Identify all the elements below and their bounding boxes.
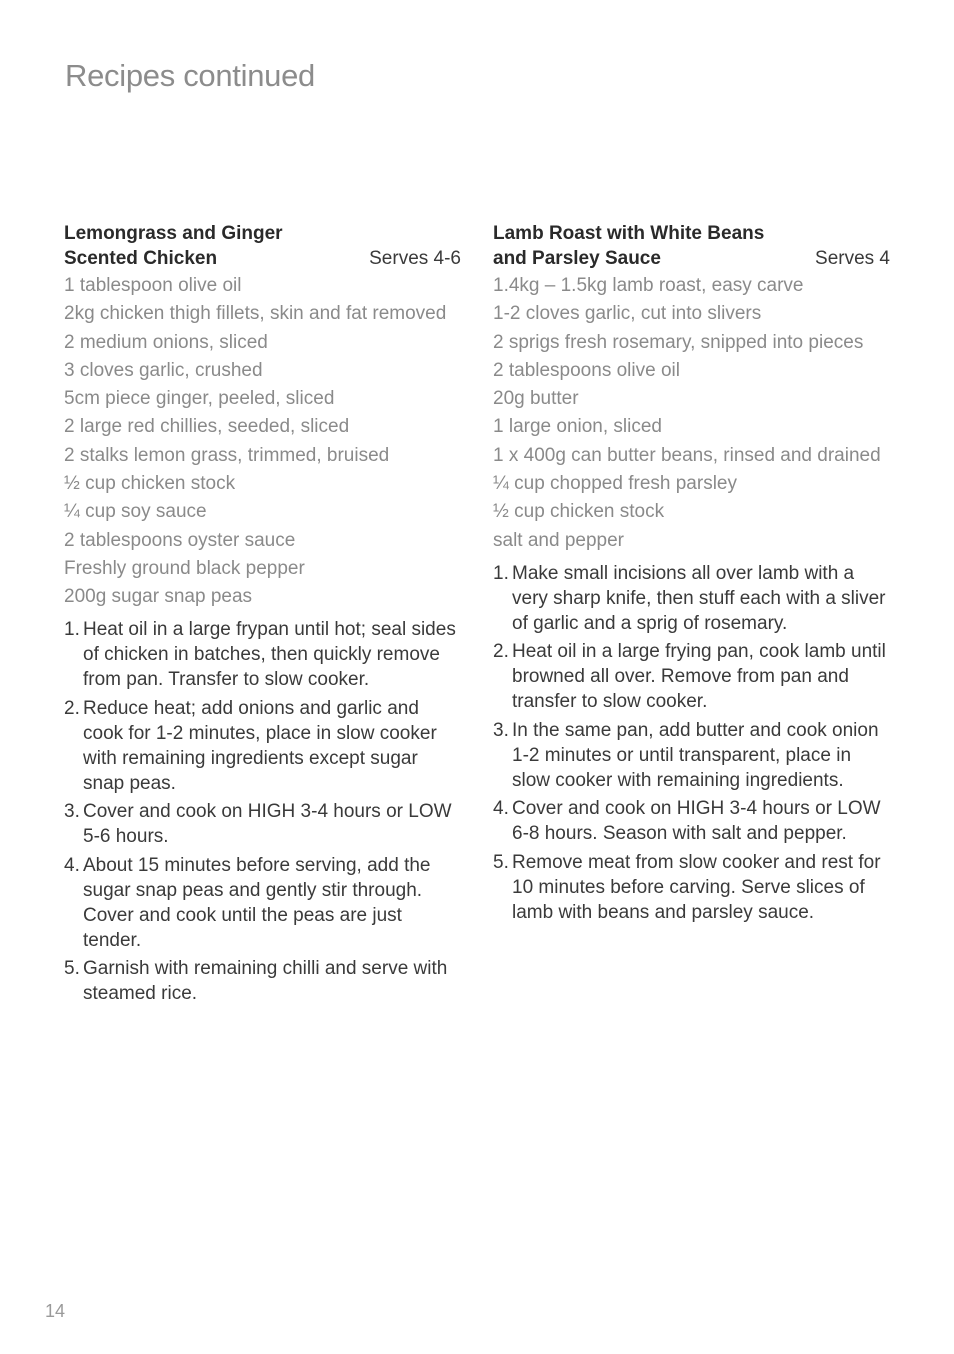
method-step xyxy=(64,799,461,849)
recipe-title-line-2: Scented Chicken xyxy=(64,248,218,269)
step-text: In the same pan, add butter and cook onion 1-2 minutes or until transparent, place in slow cooker with remaining ingredients. xyxy=(512,719,879,791)
ingredient-item: salt and pepper xyxy=(493,529,624,551)
serves-label: Serves 4 xyxy=(815,248,890,269)
step-text: About 15 minutes before serving, add the sugar snap peas and gently stir through. Cover and cook until the peas are just tender. xyxy=(83,854,431,951)
step-number: 5. xyxy=(493,851,509,873)
step-number: 3. xyxy=(493,719,509,741)
step-number: 4. xyxy=(64,854,80,876)
ingredient-item: 2 medium onions, sliced xyxy=(64,331,268,353)
recipe-title-text xyxy=(64,221,283,271)
step-number: 1. xyxy=(64,619,80,641)
ingredient-item: 2kg chicken thigh fillets, skin and fat removed xyxy=(64,303,447,325)
ingredient-item: Freshly ground black pepper xyxy=(64,557,305,579)
method-step xyxy=(493,850,890,925)
ingredient-item: ½ cup chicken stock xyxy=(64,473,236,495)
recipe-title-text xyxy=(493,221,764,271)
step-number: 2. xyxy=(493,641,509,663)
method-steps xyxy=(493,561,890,925)
ingredient-item: 3 cloves garlic, crushed xyxy=(64,359,263,381)
step-text: Cover and cook on HIGH 3-4 hours or LOW 5-6 hours. xyxy=(83,801,452,848)
method-step xyxy=(493,561,890,636)
step-number: 3. xyxy=(64,801,80,823)
ingredient-item: 2 tablespoons oyster sauce xyxy=(64,529,296,551)
method-step xyxy=(64,853,461,953)
ingredient-item: 2 tablespoons olive oil xyxy=(493,359,680,381)
ingredient-item: 2 sprigs fresh rosemary, snipped into pieces xyxy=(493,331,864,353)
ingredient-item: 1.4kg – 1.5kg lamb roast, easy carve xyxy=(493,275,804,296)
ingredient-item: ¼ cup soy sauce xyxy=(64,501,207,523)
recipe-title-line-1: Lamb Roast with White Beans xyxy=(493,223,765,244)
step-text: Heat oil in a large frying pan, cook lamb until browned all over. Remove from pan and transfer to slow cooker. xyxy=(512,641,886,713)
serves-label: Serves 4-6 xyxy=(369,248,461,269)
ingredient-item: 20g butter xyxy=(493,388,579,410)
step-text: Remove meat from slow cooker and rest for 10 minutes before carving. Serve slices of lamb with beans and parsley sauce. xyxy=(512,851,881,923)
ingredient-item: 200g sugar snap peas xyxy=(64,586,253,608)
page-number: 14 xyxy=(45,1301,66,1321)
ingredient-item: 5cm piece ginger, peeled, sliced xyxy=(64,388,335,410)
method-step xyxy=(493,796,890,846)
method-step xyxy=(493,718,890,793)
method-step xyxy=(64,956,461,1006)
step-text: Reduce heat; add onions and garlic and cook for 1-2 minutes, place in slow cooker with remaining ingredients except sugar snap peas. xyxy=(83,697,437,794)
method-step xyxy=(64,696,461,796)
recipe-lemongrass-chicken xyxy=(64,221,461,1010)
recipe-title xyxy=(493,221,890,271)
step-number: 2. xyxy=(64,697,80,719)
step-text: Cover and cook on HIGH 3-4 hours or LOW 6-8 hours. Season with salt and pepper. xyxy=(512,798,881,845)
ingredient-list xyxy=(64,273,461,609)
ingredient-item: ½ cup chicken stock xyxy=(493,501,665,523)
ingredient-item: 1 tablespoon olive oil xyxy=(64,275,242,296)
recipe-lamb-roast xyxy=(493,221,890,928)
ingredient-item: 1 x 400g can butter beans, rinsed and drained xyxy=(493,444,881,466)
method-steps xyxy=(64,617,461,1006)
method-step xyxy=(64,617,461,692)
step-text: Make small incisions all over lamb with a very sharp knife, then stuff each with a sliver of garlic and a sprig of rosemary. xyxy=(512,562,886,634)
step-text: Heat oil in a large frypan until hot; seal sides of chicken in batches, then quickly remove from pan. Transfer to slow cooker. xyxy=(83,619,456,691)
ingredient-item: 1 large onion, sliced xyxy=(493,416,662,438)
step-number: 5. xyxy=(64,958,80,980)
step-number: 4. xyxy=(493,798,509,820)
recipe-title xyxy=(64,221,461,271)
recipe-title-line-2: and Parsley Sauce xyxy=(493,248,661,269)
ingredient-item: 2 large red chillies, seeded, sliced xyxy=(64,416,350,438)
method-step xyxy=(493,639,890,714)
ingredient-item: ¼ cup chopped fresh parsley xyxy=(493,473,737,495)
ingredient-item: 2 stalks lemon grass, trimmed, bruised xyxy=(64,444,390,466)
step-number: 1. xyxy=(493,562,509,584)
ingredient-item: 1-2 cloves garlic, cut into slivers xyxy=(493,303,762,325)
ingredient-list xyxy=(493,273,890,553)
step-text: Garnish with remaining chilli and serve with steamed rice. xyxy=(83,958,448,1005)
recipe-title-line-1: Lemongrass and Ginger xyxy=(64,223,283,244)
page-title: Recipes continued xyxy=(65,58,315,93)
